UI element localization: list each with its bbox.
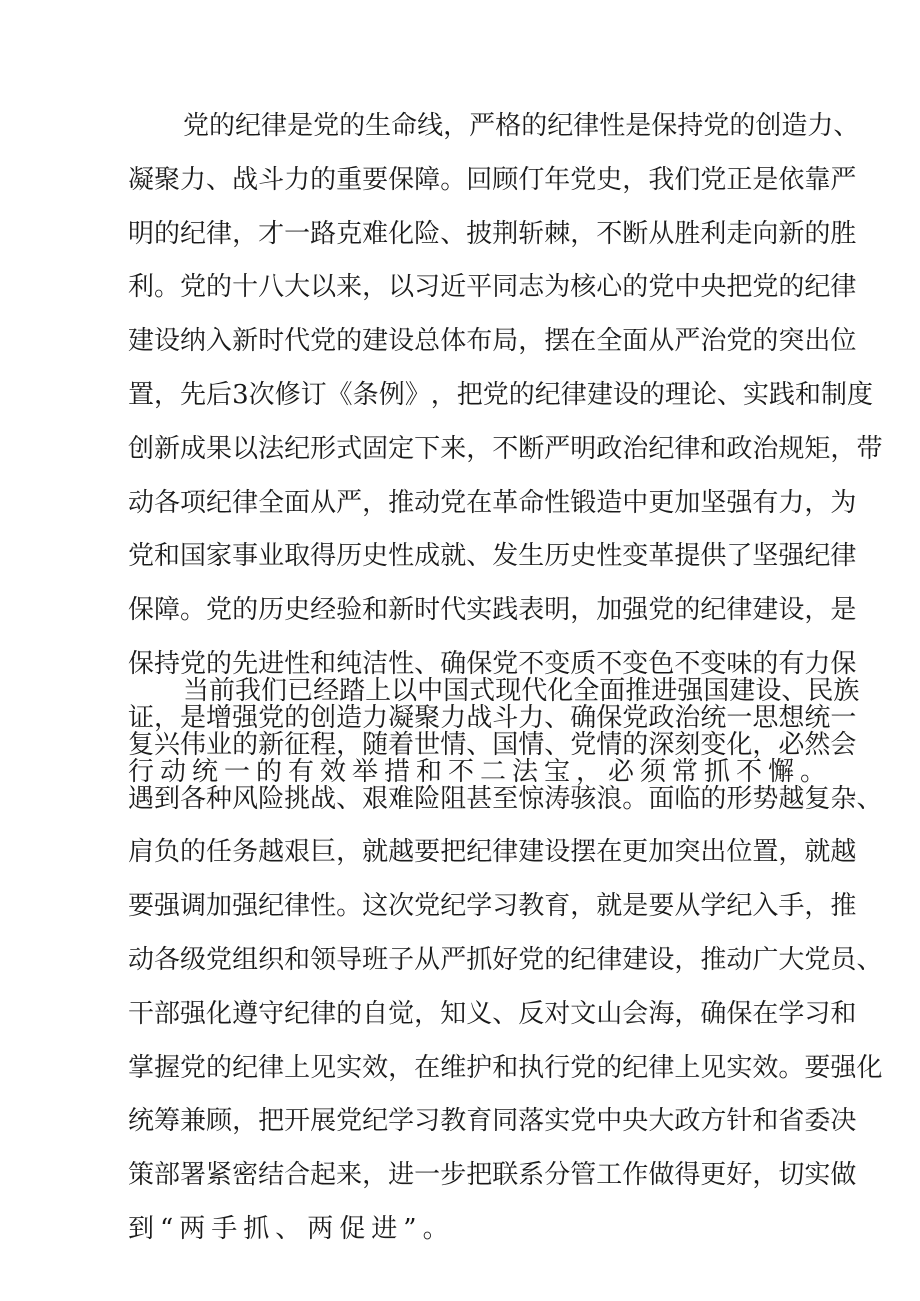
- text-line: 复 兴 伟 业 的 新 征 程 ， 随 着 世 情 、 国 情 、 党 情 的 深 刻 变 化 ， 必 然 会: [128, 729, 857, 760]
- text-line: 保 持 党 的 先 进 性 和 纯 洁 性 、 确 保 党 不 变 质 不 变 色 不 变 味 的 有 力 保: [128, 649, 857, 679]
- text-line: 掌 握 党 的 纪 律 上 见 实 效 ， 在 维 护 和 执 行 党 的 纪 律 上 见 实 效 。 要 强 化: [128, 1052, 883, 1083]
- text-line: 肩 负 的 任 务 越 艰 巨 ， 就 越 要 把 纪 律 建 设 摆 在 更 加 突 出 位 置 ， 就 越: [128, 837, 857, 868]
- text-line: 党 的 纪 律 是 党 的 生 命 线 ， 严 格 的 纪 律 性 是 保 持 党 的 创 造 力 、: [183, 111, 860, 141]
- text-line: 置 ， 先 后 3 次 修 订 《 条 例 》 ， 把 党 的 纪 律 建 设 的 理 论 、 实 践 和 制 度: [128, 380, 873, 410]
- text-line: 行动统一的有效举措和不二法宝，必须常抓不懈。: [128, 756, 833, 787]
- text-line: 遇 到 各 种 风 险 挑 战 、 艰 难 险 阻 甚 至 惊 涛 骇 浪 。 面 临 的 形 势 越 复 杂 、: [128, 783, 883, 814]
- text-line: 动 各 项 纪 律 全 面 从 严 ， 推 动 党 在 革 命 性 锻 造 中 更 加 坚 强 有 力 ， 为: [128, 487, 857, 518]
- text-line: 建 设 纳 入 新 时 代 党 的 建 设 总 体 布 局 ， 摆 在 全 面 从 严 治 党 的 突 出 位: [128, 326, 857, 357]
- text-line: 凝 聚 力 、 战 斗 力 的 重 要 保 障 。 回 顾 仃 年 党 史 ， 我 们 党 正 是 依 靠 严: [128, 164, 857, 195]
- text-line: 利 。 党 的 十 八 大 以 来 ， 以 习 近 平 同 志 为 核 心 的 党 中 央 把 党 的 纪 律: [128, 272, 857, 303]
- text-line: 统 筹 兼 顾 ， 把 开 展 党 纪 学 习 教 育 同 落 实 党 中 央 大 政 方 针 和 省 委 决: [128, 1106, 857, 1137]
- text-line: 到“两手抓、两促进”。: [128, 1214, 455, 1244]
- text-line: 策 部 署 紧 密 结 合 起 来 ， 进 一 步 把 联 系 分 管 工 作 做 得 更 好 ， 切 实 做: [128, 1160, 857, 1191]
- text-line: 当 前 我 们 已 经 踏 上 以 中 国 式 现 代 化 全 面 推 进 强 国 建 设 、 民 族: [183, 676, 860, 706]
- text-line: 党 和 国 家 事 业 取 得 历 史 性 成 就 、 发 生 历 史 性 变 革 提 供 了 坚 强 纪 律: [128, 541, 857, 572]
- text-line: 动 各 级 党 组 织 和 领 导 班 子 从 严 抓 好 党 的 纪 律 建 设 ， 推 动 广 大 党 员 、: [128, 945, 883, 975]
- text-line: 保 障 。 党 的 历 史 经 验 和 新 时 代 实 践 表 明 ， 加 强 党 的 纪 律 建 设 ， 是: [128, 595, 857, 626]
- text-line: 干 部 强 化 遵 守 纪 律 的 自 觉 ， 知 义 、 反 对 文 山 会 海 ， 确 保 在 学 习 和: [128, 998, 857, 1029]
- text-line: 创 新 成 果 以 法 纪 形 式 固 定 下 来 ， 不 断 严 明 政 治 纪 律 和 政 治 规 矩 ， 带: [128, 433, 883, 464]
- text-line: 证 ， 是 增 强 党 的 创 造 力 凝 聚 力 战 斗 力 、 确 保 党 政 治 统 一 思 想 统 一: [128, 702, 857, 733]
- text-line: 要 强 调 加 强 纪 律 性 。 这 次 党 纪 学 习 教 育 ， 就 是 要 从 学 纪 入 手 ， 推: [128, 891, 857, 922]
- text-line: 明 的 纪 律 ， 才 一 路 克 难 化 险 、 披 荆 斩 棘 ， 不 断 从 胜 利 走 向 新 的 胜: [128, 218, 857, 249]
